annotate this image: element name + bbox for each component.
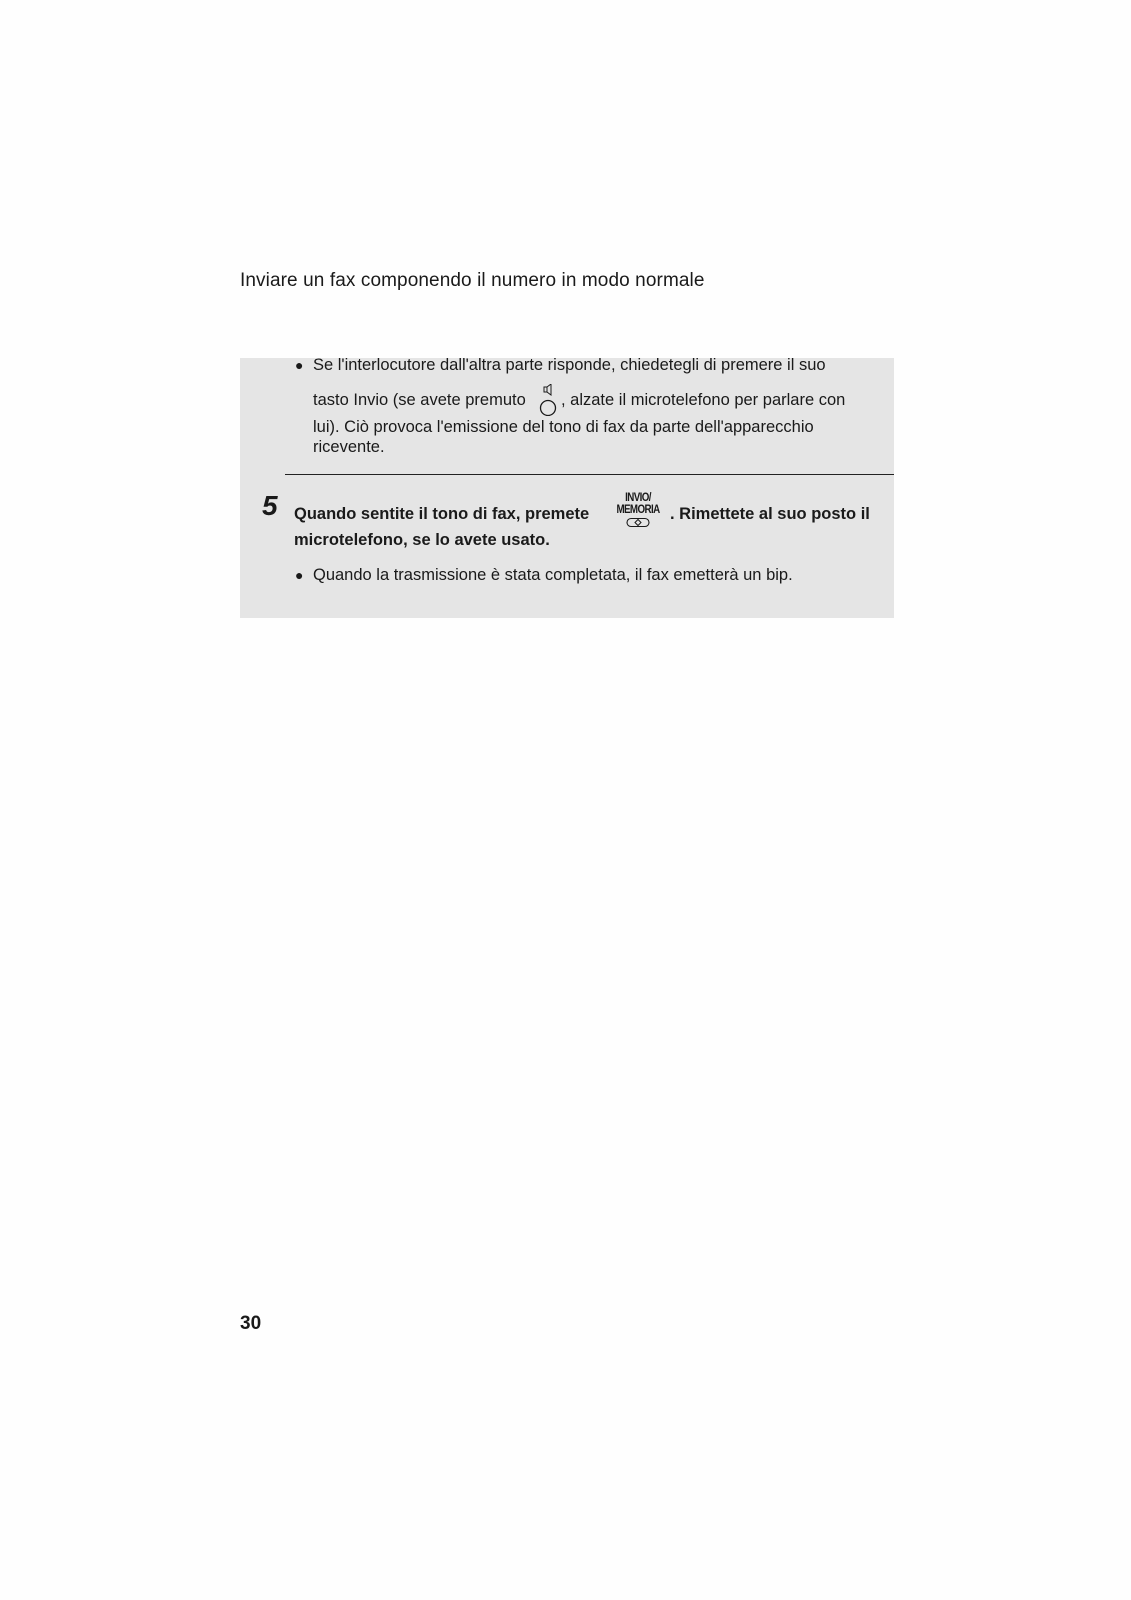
step-number: 5 bbox=[262, 490, 278, 521]
diamond-key-icon bbox=[626, 517, 650, 529]
invio-memoria-key-icon bbox=[608, 492, 668, 532]
bullet-dot: ● bbox=[295, 357, 304, 373]
bullet1-line2-after: , alzate il microtelefono per parlare con bbox=[561, 391, 846, 409]
bullet2-text: Quando la trasmissione è stata completata, il fax emetterà un bip. bbox=[313, 566, 793, 584]
page-number: 30 bbox=[240, 1313, 262, 1334]
bullet1-line4: ricevente. bbox=[313, 438, 385, 456]
instruction-panel bbox=[240, 358, 894, 618]
bullet1-line2-before: tasto Invio (se avete premuto bbox=[313, 391, 526, 409]
bullet1-line3: lui). Ciò provoca l'emissione del tono di fax da parte dell'apparecchio bbox=[313, 418, 814, 436]
page-title: Inviare un fax componendo il numero in modo normale bbox=[240, 270, 705, 291]
bullet1-line1: Se l'interlocutore dall'altra parte risponde, chiedetegli di premere il suo bbox=[313, 356, 826, 374]
step-line1-before: Quando sentite il tono di fax, premete bbox=[294, 505, 590, 523]
invio-key-label-top: INVIO/ bbox=[625, 492, 651, 504]
bullet-dot: ● bbox=[295, 567, 304, 583]
invio-key-label-bottom: MEMORIA bbox=[616, 504, 660, 516]
step-line2: microtelefono, se lo avete usato. bbox=[294, 531, 550, 549]
step-line1-after: . Rimettete al suo posto il bbox=[670, 505, 870, 523]
divider bbox=[285, 474, 894, 475]
speaker-key-icon bbox=[537, 384, 559, 416]
